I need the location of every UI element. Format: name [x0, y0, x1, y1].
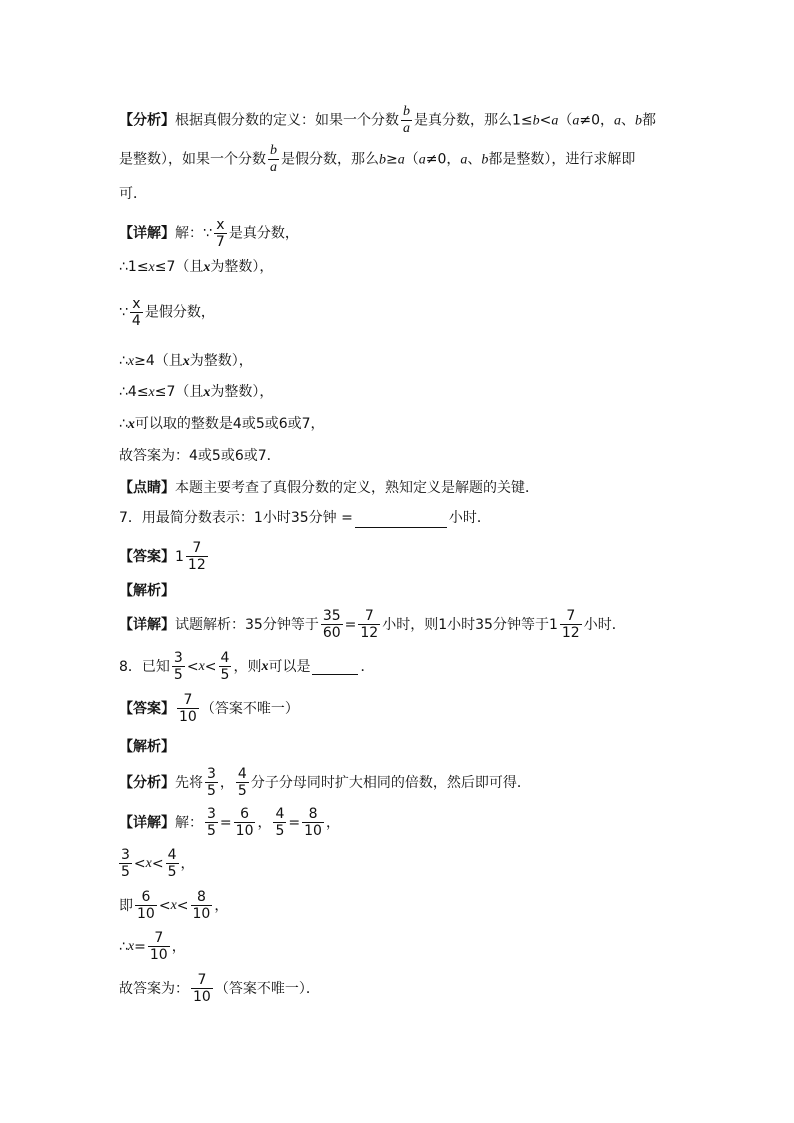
q7-answer-blank[interactable]: [355, 512, 447, 528]
q8-detail-4: ∴x= $\frac{7}{10}$ ，: [119, 930, 186, 963]
jiexi-tag: 【解析】: [119, 583, 175, 599]
detail-line-1: 【详解】解：∵ $\frac{x}{7}$ 是真分数，: [119, 217, 299, 250]
fraction: $\frac{7}{12}$: [561, 608, 580, 641]
fraction: $\frac{b}{a}$: [403, 104, 410, 136]
q8-stem: 8．已知 $\frac{3}{5}$ <x< $\frac{4}{5}$ ，则x可以是 ．: [119, 650, 375, 683]
fraction: $\frac{x}{4}$: [131, 296, 141, 329]
fraction: $\frac{4}{5}$: [167, 847, 177, 880]
detail-line-7: 故答案为：4或5或6或7．: [119, 448, 281, 464]
answer-tag: 【答案】: [119, 700, 175, 717]
fraction: $\frac{7}{10}$: [193, 972, 211, 1005]
q8-detail-1: 【详解】解： $\frac{3}{5}$ = $\frac{6}{10}$ ， $\frac{4}{5}$ = $\frac{8}{10}$ ，: [119, 806, 340, 839]
fraction: $\frac{7}{10}$: [149, 930, 168, 963]
detail-line-3: ∵ $\frac{x}{4}$ 是假分数，: [119, 296, 215, 329]
fraction: $\frac{b}{a}$: [270, 143, 277, 175]
detail-line-4: ∴x≥4（且x为整数），: [119, 353, 253, 369]
q8-jiexi: [119, 737, 175, 757]
fraction: $\frac{35}{60}$: [322, 608, 341, 641]
analysis-line-2: 是整数），如果一个分数 $\frac{b}{a}$ 是假分数，那么b≥a（a≠0，a、b都是整数），进行求解即: [119, 143, 636, 175]
q7-number: 7．: [119, 510, 142, 526]
fraction: $\frac{7}{12}$: [187, 540, 206, 573]
q7-answer: 【答案】1 $\frac{7}{12}$: [119, 540, 206, 573]
q8-answer-blank[interactable]: [312, 659, 358, 675]
q7-stem: 7．用最简分数表示：1小时35分钟 = 小时．: [119, 510, 491, 526]
fraction: $\frac{8}{10}$: [192, 889, 211, 922]
comment-line: 【点睛】本题主要考查了真假分数的定义，熟知定义是解题的关键．: [119, 480, 539, 496]
q8-detail-5: 故答案为： $\frac{7}{10}$ （答案不唯一）．: [119, 972, 320, 1005]
analysis-tag: 【分析】: [119, 112, 175, 129]
fraction: $\frac{3}{5}$: [173, 650, 183, 683]
q7-detail: 【详解】试题解析：35分钟等于 $\frac{35}{60}$ = $\frac{7}{12}$ 小时，则1小时35分钟等于1 $\frac{7}{12}$ 小时．: [119, 608, 626, 641]
fraction: $\frac{8}{10}$: [304, 806, 322, 839]
fraction: $\frac{3}{5}$: [207, 806, 216, 839]
fraction: $\frac{4}{5}$: [275, 806, 285, 839]
fraction: $\frac{7}{12}$: [360, 608, 379, 641]
detail-tag: 【详解】: [119, 225, 175, 242]
fraction: $\frac{3}{5}$: [207, 766, 216, 799]
fraction: $\frac{3}{5}$: [121, 847, 130, 880]
q8-answer: 【答案】 $\frac{7}{10}$ （答案不唯一）: [119, 692, 299, 725]
q7-jiexi: [119, 581, 175, 601]
detail-line-6: ∴x可以取的整数是4或5或6或7，: [119, 416, 325, 432]
detail-tag: 【详解】: [119, 814, 175, 831]
fraction: $\frac{4}{5}$: [237, 766, 247, 799]
jiexi-tag: 【解析】: [119, 739, 175, 755]
detail-tag: 【详解】: [119, 616, 175, 633]
answer-tag: 【答案】: [119, 548, 175, 565]
detail-line-5: ∴4≤x≤7（且x为整数），: [119, 384, 274, 400]
detail-line-2: ∴1≤x≤7（且x为整数），: [119, 259, 274, 275]
fraction: $\frac{6}{10}$: [137, 889, 155, 922]
q8-detail-2: $\frac{3}{5}$ <x< $\frac{4}{5}$ ，: [121, 847, 195, 880]
analysis-line-3: 可．: [119, 186, 147, 202]
q8-detail-3: 即 $\frac{6}{10}$ <x< $\frac{8}{10}$ ，: [119, 889, 229, 922]
fraction: $\frac{x}{7}$: [215, 217, 225, 250]
comment-tag: 【点睛】: [119, 480, 175, 496]
q8-analysis: 【分析】先将 $\frac{3}{5}$ ， $\frac{4}{5}$ 分子分母同时扩大相同的倍数，然后即可得．: [119, 766, 531, 799]
fraction: $\frac{4}{5}$: [220, 650, 230, 683]
analysis-tag: 【分析】: [119, 774, 175, 791]
q8-number: 8．: [119, 658, 142, 675]
analysis-line-1: 【分析】根据真假分数的定义：如果一个分数 $\frac{b}{a}$ 是真分数，那么1≤b<a（a≠0，a、b都: [119, 104, 657, 136]
fraction: $\frac{6}{10}$: [235, 806, 254, 839]
fraction: $\frac{7}{10}$: [179, 692, 197, 725]
